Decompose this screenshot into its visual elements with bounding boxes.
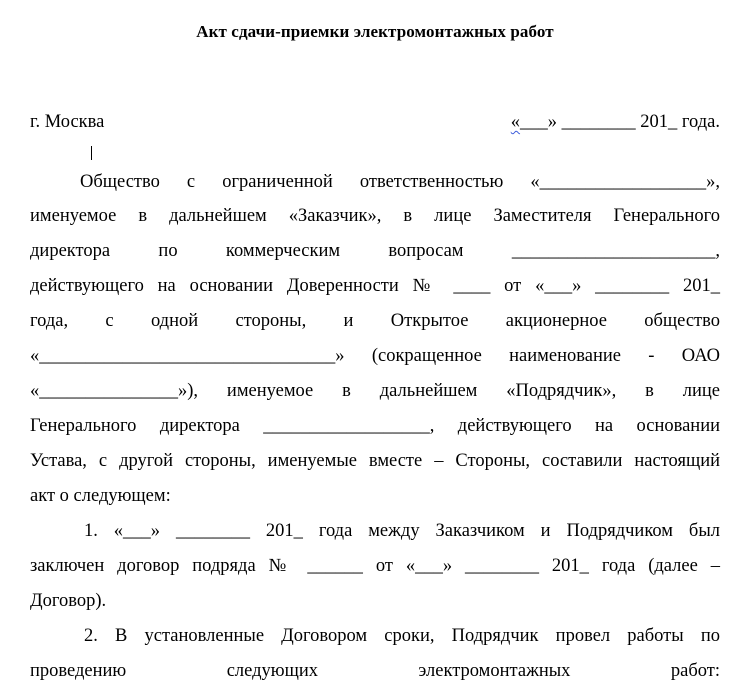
text-cursor bbox=[91, 146, 92, 160]
paragraph-line: акт о следующем: bbox=[30, 486, 171, 506]
paragraph-line: проведению следующих электромонтажных работ: bbox=[30, 661, 720, 681]
date-line bbox=[511, 112, 720, 133]
date-value: ___» ________ 201_ года. bbox=[520, 112, 720, 132]
paragraph-line: года, с одной стороны, и Открытое акционерное общество bbox=[30, 311, 720, 331]
paragraph-line: «________________________________» (сокращенное наименование - ОАО bbox=[30, 346, 720, 366]
spellcheck-mark[interactable]: « bbox=[510, 112, 521, 132]
paragraph-line: «_______________»), именуемое в дальнейшем «Подрядчик», в лице bbox=[30, 381, 720, 401]
list-item-2: 2. В установленные Договором сроки, Подрядчик провел работы по bbox=[84, 626, 720, 646]
paragraph-line: Общество с ограниченной ответственностью «__________________», bbox=[80, 172, 720, 192]
paragraph-line: заключен договор подряда № ______ от «___» ________ 201_ года (далее – bbox=[30, 556, 720, 576]
city-label: г. Москва bbox=[30, 112, 105, 132]
list-item-1: 1. «___» ________ 201_ года между Заказчиком и Подрядчиком был bbox=[84, 521, 720, 541]
paragraph-line: Договор). bbox=[30, 591, 107, 611]
paragraph-line: директора по коммерческим вопросам ______________________, bbox=[30, 241, 720, 261]
paragraph-line: именуемое в дальнейшем «Заказчик», в лице Заместителя Генерального bbox=[30, 206, 720, 226]
paragraph-line: действующего на основании Доверенности № ____ от «___» ________ 201_ bbox=[30, 276, 720, 296]
paragraph-line: Устава, с другой стороны, именуемые вместе – Стороны, составили настоящий bbox=[30, 451, 720, 471]
document-title: Акт сдачи-приемки электромонтажных работ bbox=[196, 22, 554, 41]
paragraph-line: Генерального директора __________________, действующего на основании bbox=[30, 416, 720, 436]
